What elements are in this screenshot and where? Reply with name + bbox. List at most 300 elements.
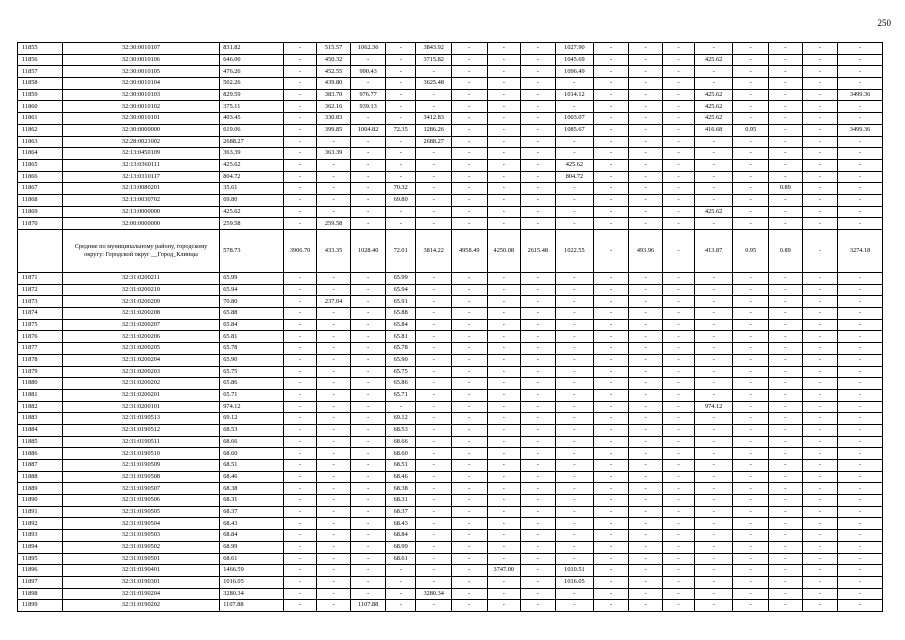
value-cell: - [838,183,883,195]
value-cell: - [451,378,487,390]
table-row [18,378,883,390]
value-cell: - [694,483,733,495]
value-cell: - [733,296,769,308]
value-cell: - [594,124,629,136]
value-cell: 1062.36 [351,43,386,55]
value-cell: - [838,378,883,390]
value-cell: - [694,43,733,55]
value-cell: 425.62 [694,206,733,218]
value-cell: - [769,43,803,55]
value-cell: 425.62 [694,101,733,113]
row-number-cell: 11878 [18,354,63,366]
row-number-cell: 11870 [18,218,63,230]
summary-value-cell: 3906.70 [284,230,317,273]
value-cell: 68.61 [220,553,284,565]
table-row [18,331,883,343]
cadastral-code-cell: 32:30:0010101 [62,113,220,125]
value-cell: - [487,183,521,195]
value-cell: - [838,218,883,230]
row-number-cell: 11871 [18,273,63,285]
value-cell: - [628,518,663,530]
value-cell: - [555,183,594,195]
value-cell: - [733,553,769,565]
value-cell: - [663,366,695,378]
value-cell: - [487,506,521,518]
value-cell: - [521,273,556,285]
summary-value-cell: 578.73 [220,230,284,273]
value-cell: 1045.69 [555,54,594,66]
row-number-cell: 11889 [18,483,63,495]
value-cell: - [838,436,883,448]
value-cell: - [594,159,629,171]
row-number-cell: 11869 [18,206,63,218]
value-cell: - [284,66,317,78]
value-cell: - [316,424,351,436]
value-cell: - [416,576,452,588]
value-cell: - [733,389,769,401]
value-cell: - [416,600,452,612]
value-cell: - [769,194,803,206]
value-cell: - [316,471,351,483]
value-cell: - [628,43,663,55]
value-cell: - [733,495,769,507]
value-cell: 1466.59 [220,565,284,577]
value-cell: - [594,331,629,343]
value-cell: - [451,206,487,218]
value-cell: - [284,565,317,577]
value-cell: - [385,588,415,600]
value-cell: - [769,518,803,530]
value-cell: - [521,78,556,90]
value-cell: - [663,413,695,425]
summary-value-cell: - [594,230,629,273]
value-cell: 515.57 [316,43,351,55]
value-cell: - [451,113,487,125]
value-cell: - [521,136,556,148]
row-number-cell: 11876 [18,331,63,343]
table-row [18,148,883,160]
value-cell: - [663,273,695,285]
row-number-cell: 11856 [18,54,63,66]
cadastral-code-cell: 32:31:0190506 [62,495,220,507]
value-cell: - [521,460,556,472]
value-cell: - [351,576,386,588]
value-cell: - [594,553,629,565]
value-cell: - [769,424,803,436]
value-cell: - [284,101,317,113]
value-cell: - [284,424,317,436]
value-cell: - [521,296,556,308]
value-cell: - [416,194,452,206]
value-cell: 399.85 [316,124,351,136]
value-cell: - [733,588,769,600]
value-cell: - [838,319,883,331]
value-cell: 65.75 [220,366,284,378]
value-cell: - [416,331,452,343]
value-cell: - [487,319,521,331]
value-cell: - [663,518,695,530]
value-cell: - [284,171,317,183]
value-cell: - [802,218,838,230]
value-cell: - [487,296,521,308]
value-cell: - [628,354,663,366]
value-cell: - [628,206,663,218]
value-cell: - [487,530,521,542]
value-cell: - [663,148,695,160]
value-cell: - [769,124,803,136]
value-cell: - [802,378,838,390]
value-cell: - [451,471,487,483]
value-cell: - [594,136,629,148]
value-cell: - [385,600,415,612]
summary-value-cell: - [802,230,838,273]
value-cell: 65.78 [220,343,284,355]
value-cell: - [838,194,883,206]
value-cell: - [416,541,452,553]
value-cell: - [594,530,629,542]
value-cell: 69.12 [385,413,415,425]
table-row [18,389,883,401]
value-cell: - [487,413,521,425]
value-cell: - [451,518,487,530]
value-cell: - [663,308,695,320]
row-number-cell: 11875 [18,319,63,331]
row-number-cell: 11861 [18,113,63,125]
value-cell: - [555,518,594,530]
cadastral-code-cell: 32:13:0080201 [62,183,220,195]
value-cell: - [316,448,351,460]
value-cell: - [487,366,521,378]
value-cell: 416.68 [694,124,733,136]
row-number-cell: 11863 [18,136,63,148]
value-cell: - [521,588,556,600]
value-cell: - [351,284,386,296]
value-cell: - [769,319,803,331]
value-cell: - [487,171,521,183]
value-cell: 65.75 [385,366,415,378]
cadastral-code-cell: 32:31:0200208 [62,308,220,320]
value-cell: - [284,401,317,413]
value-cell: 68.31 [220,495,284,507]
value-cell: 362.16 [316,101,351,113]
value-cell: - [451,159,487,171]
value-cell: - [351,113,386,125]
cadastral-code-cell: 32:13:0360111 [62,159,220,171]
row-number-cell: 11868 [18,194,63,206]
value-cell: - [416,183,452,195]
value-cell: - [487,354,521,366]
value-cell: 3499.36 [838,89,883,101]
value-cell: - [316,308,351,320]
value-cell: - [838,389,883,401]
value-cell: 68.60 [220,448,284,460]
value-cell: - [487,553,521,565]
value-cell: 990.43 [351,66,386,78]
value-cell: - [733,66,769,78]
value-cell: 68.38 [220,483,284,495]
value-cell: - [733,194,769,206]
value-cell: - [802,284,838,296]
value-cell: - [628,483,663,495]
value-cell: - [838,588,883,600]
value-cell: - [663,113,695,125]
value-cell: - [487,148,521,160]
value-cell: - [838,483,883,495]
value-cell: - [663,171,695,183]
cadastral-code-cell: 32:31:0190510 [62,448,220,460]
value-cell: - [694,436,733,448]
value-cell: - [487,284,521,296]
value-cell: - [284,284,317,296]
value-cell: - [284,448,317,460]
summary-label-cell: Средние по муниципальному району, городскому округу: Городской округ __Город_Клинцы [62,230,220,273]
table-row [18,159,883,171]
value-cell: - [451,401,487,413]
cadastral-code-cell: 32:31:0190507 [62,483,220,495]
value-cell: - [769,483,803,495]
table-row [18,541,883,553]
value-cell: - [385,159,415,171]
value-cell: - [521,436,556,448]
value-cell: - [663,448,695,460]
value-cell: - [284,506,317,518]
row-number-cell: 11865 [18,159,63,171]
value-cell: - [351,78,386,90]
value-cell: - [416,89,452,101]
value-cell: - [284,436,317,448]
value-cell: - [838,296,883,308]
value-cell: - [487,43,521,55]
value-cell: 65.88 [220,308,284,320]
cadastral-code-cell: 32:30:0010102 [62,101,220,113]
value-cell: - [694,413,733,425]
value-cell: - [733,113,769,125]
value-cell: - [628,296,663,308]
value-cell: - [838,136,883,148]
value-cell: 65.94 [385,284,415,296]
value-cell: - [316,319,351,331]
value-cell: - [663,183,695,195]
cadastral-code-cell: 32:31:0190503 [62,530,220,542]
value-cell: - [555,553,594,565]
value-cell: - [521,331,556,343]
value-cell: - [769,308,803,320]
value-cell: - [694,366,733,378]
summary-value-cell: 72.01 [385,230,415,273]
value-cell: - [733,378,769,390]
value-cell: 69.12 [220,413,284,425]
value-cell: - [694,148,733,160]
value-cell: - [663,319,695,331]
value-cell: - [694,600,733,612]
value-cell: - [521,483,556,495]
value-cell: - [416,518,452,530]
value-cell: - [802,366,838,378]
value-cell: - [838,284,883,296]
value-cell: - [521,319,556,331]
value-cell: - [451,136,487,148]
value-cell: - [733,354,769,366]
value-cell: - [694,66,733,78]
value-cell: - [769,113,803,125]
value-cell: - [733,424,769,436]
value-cell: - [594,588,629,600]
value-cell: - [838,171,883,183]
value-cell: 425.62 [694,89,733,101]
table-row [18,506,883,518]
value-cell: - [351,183,386,195]
value-cell: - [555,296,594,308]
value-cell: - [284,308,317,320]
value-cell: - [802,471,838,483]
value-cell: - [451,284,487,296]
value-cell: - [416,296,452,308]
value-cell: - [555,495,594,507]
value-cell: - [628,78,663,90]
cadastral-code-cell: 32:30:0010106 [62,54,220,66]
value-cell: - [802,541,838,553]
row-number-cell: 11884 [18,424,63,436]
row-number-cell: 11894 [18,541,63,553]
value-cell: 1107.88 [220,600,284,612]
table-row [18,354,883,366]
value-cell: - [733,43,769,55]
value-cell: - [733,565,769,577]
value-cell: - [802,460,838,472]
value-cell: - [802,354,838,366]
value-cell: - [416,148,452,160]
value-cell: - [351,460,386,472]
row-number-cell: 11858 [18,78,63,90]
value-cell: - [838,148,883,160]
value-cell: - [769,366,803,378]
value-cell: - [451,495,487,507]
value-cell: - [521,159,556,171]
value-cell: - [416,436,452,448]
value-cell: - [663,159,695,171]
value-cell: - [594,194,629,206]
value-cell: - [628,273,663,285]
value-cell: - [663,530,695,542]
value-cell: - [521,54,556,66]
value-cell: - [521,600,556,612]
value-cell: - [733,518,769,530]
value-cell: - [628,284,663,296]
value-cell: - [802,436,838,448]
value-cell: - [628,343,663,355]
value-cell: - [451,194,487,206]
value-cell: 68.46 [220,471,284,483]
value-cell: - [316,506,351,518]
table-row [18,273,883,285]
value-cell: - [284,136,317,148]
value-cell: - [351,553,386,565]
value-cell: 70.80 [220,296,284,308]
value-cell: - [733,483,769,495]
row-number-cell: 11862 [18,124,63,136]
value-cell: - [769,171,803,183]
value-cell: - [628,54,663,66]
value-cell: 375.11 [220,101,284,113]
summary-value-cell: 493.96 [628,230,663,273]
value-cell: - [284,588,317,600]
cadastral-code-cell: 32:31:0190204 [62,588,220,600]
value-cell: - [385,576,415,588]
value-cell: - [555,483,594,495]
value-cell: - [555,218,594,230]
value-cell: - [628,183,663,195]
cadastral-code-cell: 32:31:0190401 [62,565,220,577]
value-cell: - [769,495,803,507]
value-cell: - [694,576,733,588]
value-cell: 65.81 [385,331,415,343]
value-cell: - [802,553,838,565]
value-cell: - [733,343,769,355]
value-cell: - [769,66,803,78]
value-cell: - [351,331,386,343]
cadastral-code-cell: 32:31:0190202 [62,600,220,612]
value-cell: - [628,378,663,390]
value-cell: - [555,273,594,285]
value-cell: - [316,331,351,343]
value-cell: - [628,66,663,78]
value-cell: - [769,343,803,355]
value-cell: - [451,319,487,331]
row-number-cell: 11883 [18,413,63,425]
value-cell: 72.35 [385,124,415,136]
value-cell: - [694,319,733,331]
cadastral-code-cell: 32:31:0190502 [62,541,220,553]
value-cell: - [802,483,838,495]
value-cell: - [316,136,351,148]
value-cell: - [351,54,386,66]
value-cell: - [594,43,629,55]
value-cell: - [694,194,733,206]
value-cell: - [802,43,838,55]
value-cell: - [284,273,317,285]
value-cell: - [769,401,803,413]
cadastral-code-cell: 32:31:0200203 [62,366,220,378]
value-cell: - [694,506,733,518]
value-cell: - [351,296,386,308]
value-cell: - [487,588,521,600]
table-row [18,171,883,183]
value-cell: - [555,206,594,218]
value-cell: 65.90 [220,354,284,366]
value-cell: - [521,518,556,530]
value-cell: - [769,448,803,460]
row-number-cell: 11896 [18,565,63,577]
value-cell: - [487,401,521,413]
value-cell: - [451,54,487,66]
value-cell: - [769,136,803,148]
value-cell: 976.77 [351,89,386,101]
value-cell: - [316,183,351,195]
value-cell: - [316,206,351,218]
row-number-cell: 11877 [18,343,63,355]
value-cell: 1096.49 [555,66,594,78]
cadastral-code-cell: 32:31:0190504 [62,518,220,530]
value-cell: 68.51 [385,460,415,472]
value-cell: - [733,136,769,148]
value-cell: - [594,506,629,518]
cadastral-code-cell: 32:28:0021002 [62,136,220,148]
value-cell: - [628,319,663,331]
value-cell: 3280.34 [416,588,452,600]
value-cell: - [284,366,317,378]
value-cell: - [385,171,415,183]
value-cell: 1016.05 [555,576,594,588]
